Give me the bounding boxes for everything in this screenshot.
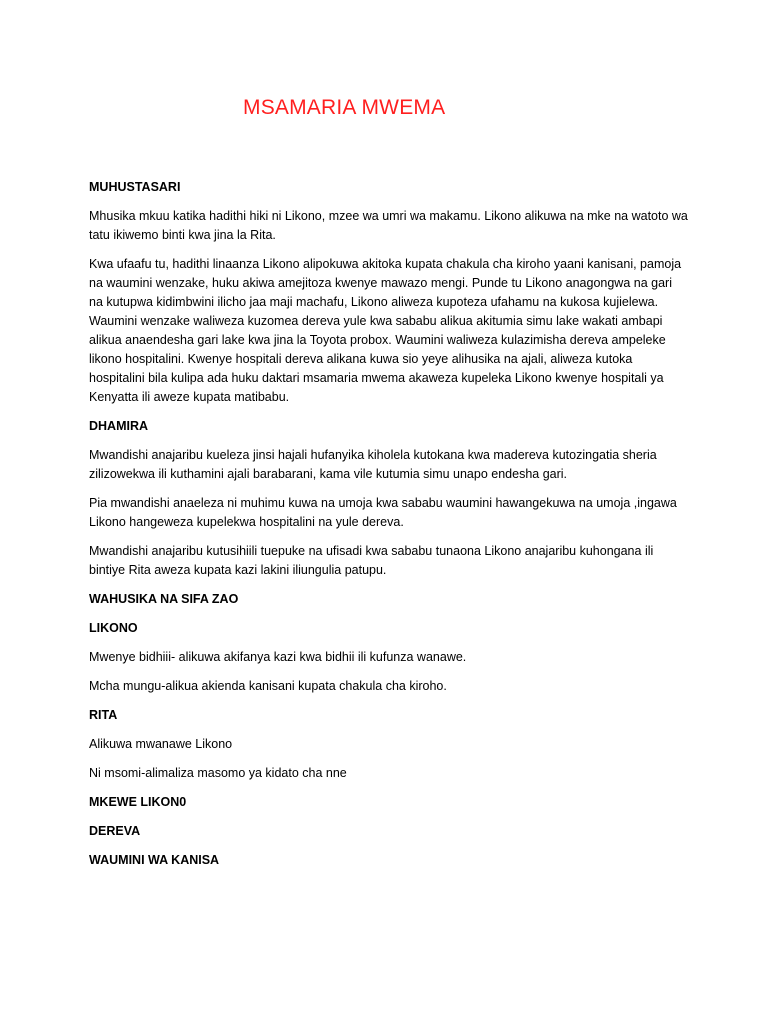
character-wife-heading: MKEWE LIKON0 <box>89 795 187 809</box>
character-rita-heading: RITA <box>89 708 118 722</box>
character-congregation-heading: WAUMINI WA KANISA <box>89 853 220 867</box>
summary-heading: MUHUSTASARI <box>89 180 181 194</box>
character-likono-trait-1: Mwenye bidhiii- alikuwa akifanya kazi kwa bidhii ili kufunza wanawe. <box>89 650 467 664</box>
document-body <box>89 178 689 880</box>
themes-paragraph-1: Mwandishi anajaribu kueleza jinsi hajali hufanyika kiholela kutokana kwa madereva kutozingatia sheria zilizowekwa ili kuthamini ajali barabarani, kama vile kutumia simu unapo endesha gari. <box>89 448 657 481</box>
themes-paragraph-2: Pia mwandishi anaeleza ni muhimu kuwa na umoja kwa sababu waumini hawangekuwa na umoja ,ingawa Likono hangeweza kupelekwa hospitalini na yule dereva. <box>89 496 677 529</box>
character-rita-trait-2: Ni msomi-alimaliza masomo ya kidato cha nne <box>89 766 347 780</box>
summary-paragraph-2: Kwa ufaafu tu, hadithi linaanza Likono alipokuwa akitoka kupata chakula cha kiroho yaani kanisani, pamoja na waumini wenzake, huku akiwa amejitoza kwenye mawazo mengi. Punde tu Likono anagongwa na gari na kutupwa kidimbwini ilicho jaa maji machafu, Likono aliweza kupoteza ufahamu na kukosa kujielewa. Waumini wenzake waliweza kuzomea dereva yule kwa sababu alikua akitumia simu lake wakati ambapi alikua anaendesha gari lake kwa jina la Toyota probox. Waumini waliweza kulazimisha dereva ampeleke likono hospitalini. Kwenye hospitali dereva alikana kuwa sio yeye alihusika na ajali, aliweza kutoka hospitalini bila kulipa ada huku daktari msamaria mwema akaweza kupeleka Likono kwenye hospitali ya Kenyatta ili aweze kupata matibabu. <box>89 257 682 404</box>
character-rita-trait-1: Alikuwa mwanawe Likono <box>89 737 233 751</box>
themes-heading: DHAMIRA <box>89 419 149 433</box>
character-likono-heading: LIKONO <box>89 621 138 635</box>
document-title: MSAMARIA MWEMA <box>243 96 446 119</box>
characters-heading: WAHUSIKA NA SIFA ZAO <box>89 592 239 606</box>
themes-paragraph-3: Mwandishi anajaribu kutusihiili tuepuke na ufisadi kwa sababu tunaona Likono anajaribu kuhongana ili bintiye Rita aweza kupata kazi lakini iliungulia patupu. <box>89 544 654 577</box>
character-driver-heading: DEREVA <box>89 824 141 838</box>
character-likono-trait-2: Mcha mungu-alikua akienda kanisani kupata chakula cha kiroho. <box>89 679 447 693</box>
summary-paragraph-1: Mhusika mkuu katika hadithi hiki ni Likono, mzee wa umri wa makamu. Likono alikuwa na mke na watoto wa tatu ikiwemo binti kwa jina la Rita. <box>89 209 688 242</box>
